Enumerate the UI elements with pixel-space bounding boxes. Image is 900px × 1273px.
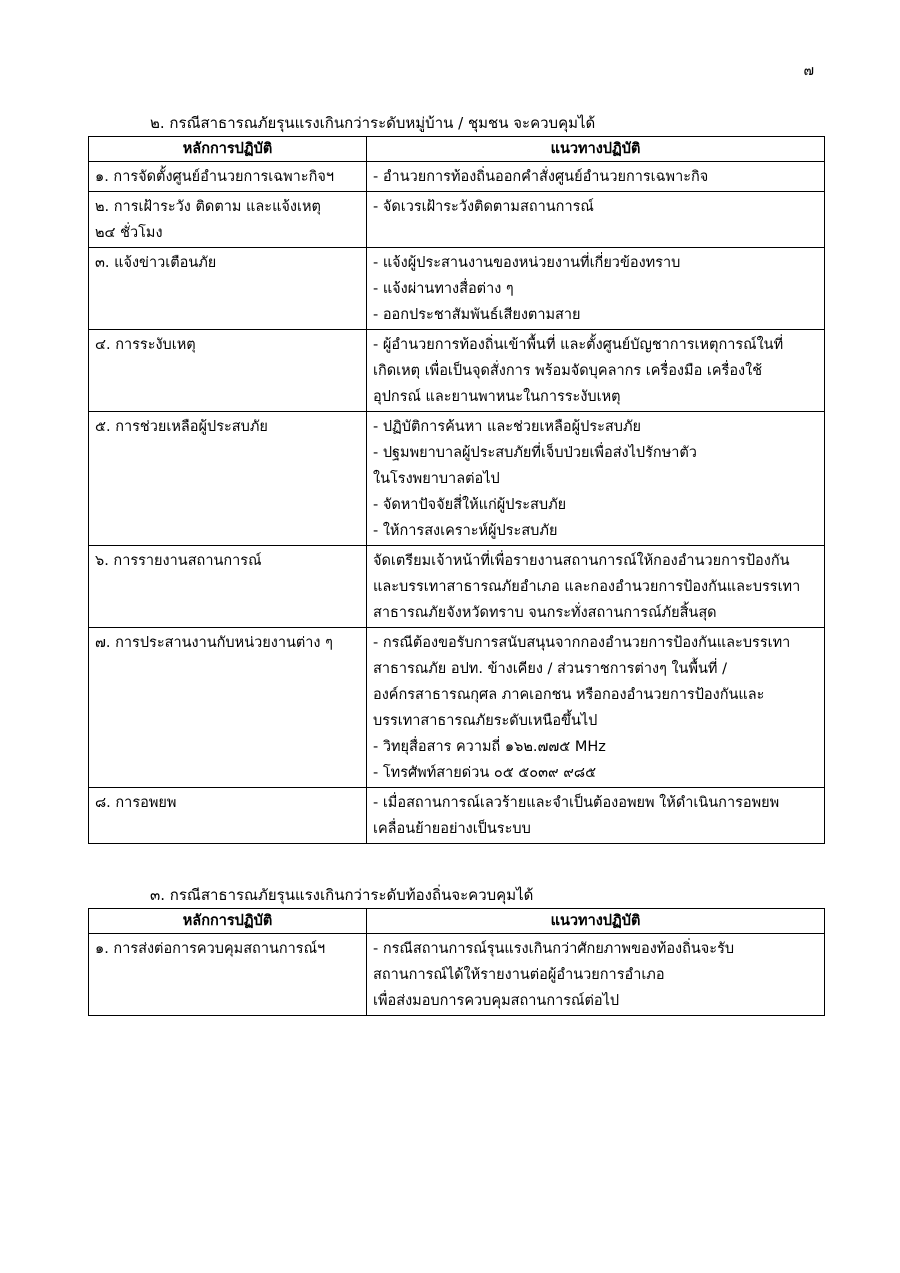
guideline-text: องค์กรสาธารณกุศล ภาคเอกชน หรือกองอำนวยการป้องกันและ bbox=[373, 687, 765, 703]
principle-text: ๘. การอพยพ bbox=[95, 795, 177, 811]
guideline-text: - ออกประชาสัมพันธ์เสียงตามสาย bbox=[373, 307, 581, 323]
guideline-text: - อำนวยการท้องถิ่นออกคำสั่งศูนย์อำนวยการเฉพาะกิจ bbox=[373, 169, 709, 185]
principle-text: ๓. แจ้งข่าวเตือนภัย bbox=[95, 255, 217, 271]
table-row bbox=[89, 412, 825, 546]
section-3-table bbox=[88, 908, 825, 1016]
principle-text: ๒๔ ชั่วโมง bbox=[95, 225, 163, 241]
guideline-text: บรรเทาสาธารณภัยระดับเหนือขึ้นไป bbox=[373, 713, 598, 729]
principle-cell bbox=[89, 248, 367, 330]
guideline-text: - ปฐมพยาบาลผู้ประสบภัยที่เจ็บป่วยเพื่อส่งไปรักษาตัว bbox=[373, 445, 697, 461]
table-row bbox=[89, 788, 825, 844]
guideline-text: สถานการณ์ได้ให้รายงานต่อผู้อำนวยการอำเภอ bbox=[373, 967, 665, 983]
guideline-text: - แจ้งผู้ประสานงานของหน่วยงานที่เกี่ยวข้องทราบ bbox=[373, 255, 681, 271]
table-header-row bbox=[89, 137, 825, 162]
principle-cell bbox=[89, 934, 367, 1016]
guideline-cell bbox=[367, 788, 825, 844]
guideline-text: - ให้การสงเคราะห์ผู้ประสบภัย bbox=[373, 523, 558, 539]
guideline-text: - ผู้อำนวยการท้องถิ่นเข้าพื้นที่ และตั้งศูนย์บัญชาการเหตุการณ์ในที่ bbox=[373, 337, 784, 353]
principle-text: ๒. การเฝ้าระวัง ติดตาม และแจ้งเหตุ bbox=[95, 199, 321, 215]
guideline-cell bbox=[367, 192, 825, 248]
section-2-table bbox=[88, 136, 825, 844]
principle-text: ๑. การส่งต่อการควบคุมสถานการณ์ฯ bbox=[95, 941, 326, 957]
guideline-cell bbox=[367, 934, 825, 1016]
guideline-text: - จัดเวรเฝ้าระวังติดตามสถานการณ์ bbox=[373, 199, 594, 215]
guideline-text: สาธารณภัยจังหวัดทราบ จนกระทั่งสถานการณ์ภัยสิ้นสุด bbox=[373, 605, 717, 621]
guideline-text: - แจ้งผ่านทางสื่อต่าง ๆ bbox=[373, 281, 514, 297]
guideline-text: เพื่อส่งมอบการควบคุมสถานการณ์ต่อไป bbox=[373, 993, 620, 1009]
guideline-cell bbox=[367, 546, 825, 628]
column-header-guideline: แนวทางปฏิบัติ bbox=[367, 137, 825, 162]
principle-cell bbox=[89, 628, 367, 788]
table-row bbox=[89, 248, 825, 330]
guideline-cell bbox=[367, 330, 825, 412]
principle-text: ๑. การจัดตั้งศูนย์อำนวยการเฉพาะกิจฯ bbox=[95, 169, 335, 185]
guideline-text: - วิทยุสื่อสาร ความถี่ ๑๖๒.๗๗๕ MHz bbox=[373, 739, 606, 755]
column-header-principle: หลักการปฏิบัติ bbox=[89, 137, 367, 162]
principle-text: ๕. การช่วยเหลือผู้ประสบภัย bbox=[95, 419, 268, 435]
guideline-cell bbox=[367, 628, 825, 788]
section-3-heading: ๓. กรณีสาธารณภัยรุนแรงเกินกว่าระดับท้องถิ่นจะควบคุมได้ bbox=[150, 886, 534, 904]
guideline-text: เคลื่อนย้ายอย่างเป็นระบบ bbox=[373, 821, 531, 837]
principle-cell bbox=[89, 162, 367, 192]
table-row bbox=[89, 330, 825, 412]
guideline-cell bbox=[367, 412, 825, 546]
column-header-guideline: แนวทางปฏิบัติ bbox=[367, 909, 825, 934]
guideline-cell bbox=[367, 248, 825, 330]
table-row bbox=[89, 546, 825, 628]
table-row bbox=[89, 162, 825, 192]
principle-text: ๗. การประสานงานกับหน่วยงานต่าง ๆ bbox=[95, 635, 333, 651]
table-row bbox=[89, 192, 825, 248]
section-2-heading: ๒. กรณีสาธารณภัยรุนแรงเกินกว่าระดับหมู่บ้าน / ชุมชน จะควบคุมได้ bbox=[150, 114, 596, 132]
principle-cell bbox=[89, 546, 367, 628]
principle-text: ๖. การรายงานสถานการณ์ bbox=[95, 553, 262, 569]
table-row bbox=[89, 628, 825, 788]
page-number: ๗ bbox=[803, 63, 814, 79]
guideline-text: - ปฏิบัติการค้นหา และช่วยเหลือผู้ประสบภัย bbox=[373, 419, 642, 435]
guideline-cell bbox=[367, 162, 825, 192]
guideline-text: สาธารณภัย อปท. ข้างเคียง / ส่วนราชการต่างๆ ในพื้นที่ / bbox=[373, 661, 727, 677]
guideline-text: - เมื่อสถานการณ์เลวร้ายและจำเป็นต้องอพยพ ให้ดำเนินการอพยพ bbox=[373, 795, 780, 811]
guideline-text: - โทรศัพท์สายด่วน ๐๕ ๕๐๓๙ ๙๘๕ bbox=[373, 765, 597, 781]
guideline-text: - จัดหาปัจจัยสี่ให้แก่ผู้ประสบภัย bbox=[373, 497, 567, 513]
principle-cell bbox=[89, 192, 367, 248]
guideline-text: จัดเตรียมเจ้าหน้าที่เพื่อรายงานสถานการณ์ให้กองอำนวยการป้องกัน bbox=[373, 553, 790, 569]
column-header-principle: หลักการปฏิบัติ bbox=[89, 909, 367, 934]
guideline-text: - กรณีต้องขอรับการสนับสนุนจากกองอำนวยการป้องกันและบรรเทา bbox=[373, 635, 791, 651]
principle-cell bbox=[89, 788, 367, 844]
principle-text: ๔. การระงับเหตุ bbox=[95, 337, 196, 353]
guideline-text: เกิดเหตุ เพื่อเป็นจุดสั่งการ พร้อมจัดบุคลากร เครื่องมือ เครื่องใช้ bbox=[373, 363, 763, 379]
principle-cell bbox=[89, 330, 367, 412]
guideline-text: และบรรเทาสาธารณภัยอำเภอ และกองอำนวยการป้องกันและบรรเทา bbox=[373, 579, 801, 595]
guideline-text: ในโรงพยาบาลต่อไป bbox=[373, 471, 500, 487]
principle-cell bbox=[89, 412, 367, 546]
table-row bbox=[89, 934, 825, 1016]
table-header-row bbox=[89, 909, 825, 934]
guideline-text: - กรณีสถานการณ์รุนแรงเกินกว่าศักยภาพของท้องถิ่นจะรับ bbox=[373, 941, 735, 957]
guideline-text: อุปกรณ์ และยานพาหนะในการระงับเหตุ bbox=[373, 389, 621, 405]
